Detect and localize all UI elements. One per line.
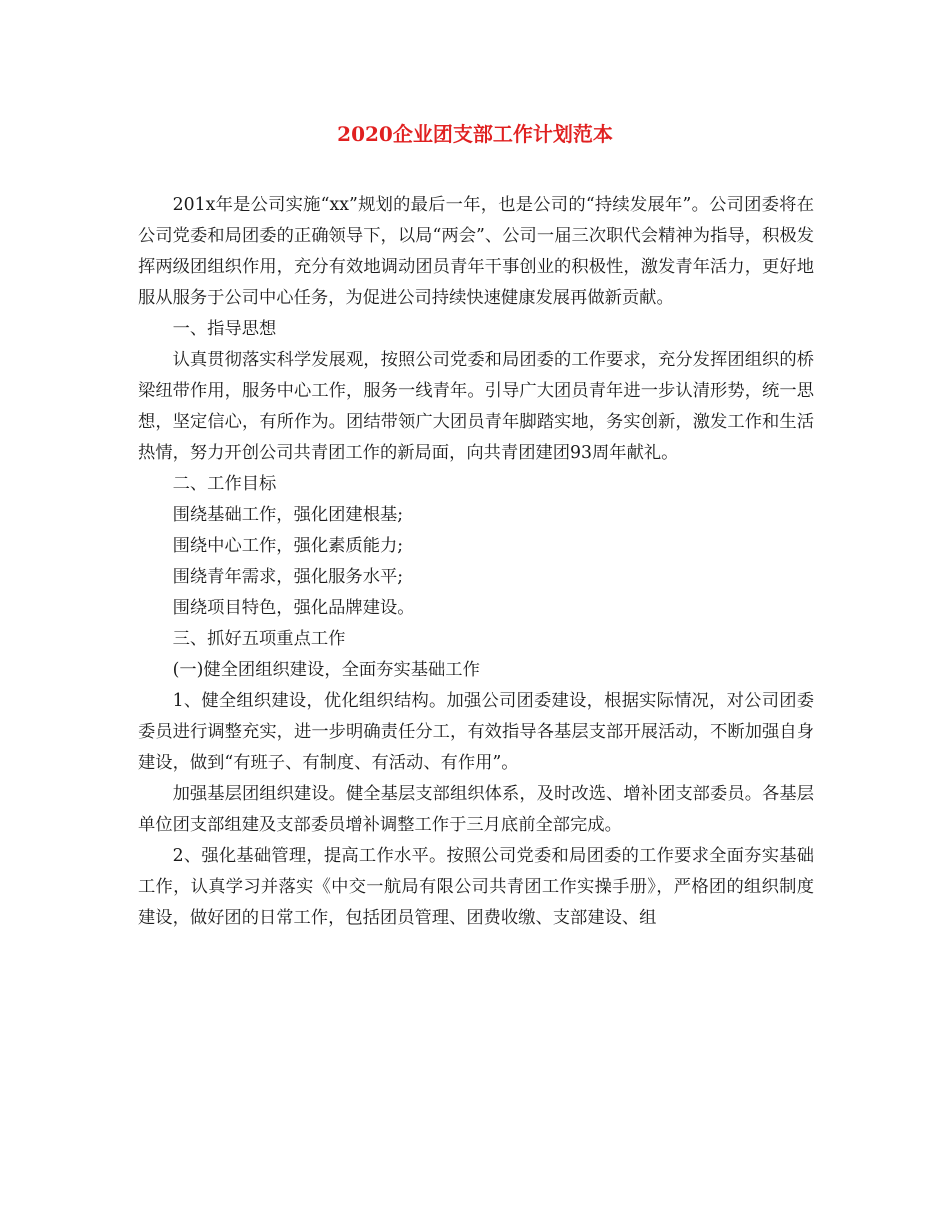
heading-key-tasks: 三、抓好五项重点工作 <box>172 629 346 649</box>
goal-item: 围绕青年需求，强化服务水平; <box>172 567 404 587</box>
document-title: 2020企业团支部工作计划范本 <box>337 122 613 146</box>
paragraph-guiding-ideology: 认真贯彻落实科学发展观，按照公司党委和局团委的工作要求，充分发挥团组织的桥梁纽带作用，服务中心工作，服务一线青年。引导广大团员青年进一步认清形势，统一思想，坚定信心，有所作为。团结带领广大团员青年脚踏实地，务实创新，激发工作和生活热情，努力开创公司共青团工作的新局面，向共青团建团93周年献礼。 <box>138 350 814 463</box>
paragraph-intro: 201x年是公司实施“xx”规划的最后一年，也是公司的“持续发展年”。公司团委将在公司党委和局团委的正确领导下，以局“两会”、公司一届三次职代会精神为指导，积极发挥两级团组织作用，充分有效地调动团员青年干事创业的积极性，激发青年活力，更好地服从服务于公司中心任务，为促进公司持续快速健康发展再做新贡献。 <box>138 195 814 308</box>
paragraph-item-1: 1、健全组织建设，优化组织结构。加强公司团委建设，根据实际情况，对公司团委委员进行调整充实，进一步明确责任分工，有效指导各基层支部开展活动，不断加强自身建设，做到“有班子、有制度、有活动、有作用”。 <box>138 691 814 773</box>
goal-item: 围绕基础工作，强化团建根基; <box>172 505 404 525</box>
heading-guiding-ideology: 一、指导思想 <box>172 319 277 339</box>
goal-item: 围绕中心工作，强化素质能力; <box>172 536 404 556</box>
paragraph-item-2: 2、强化基础管理，提高工作水平。按照公司党委和局团委的工作要求全面夯实基础工作，认真学习并落实《中交一航局有限公司共青团工作实操手册》，严格团的组织制度建设，做好团的日常工作，包括团员管理、团费收缴、支部建设、组 <box>138 846 814 928</box>
document-body <box>138 190 814 934</box>
heading-work-goals: 二、工作目标 <box>172 474 277 494</box>
paragraph-grassroots: 加强基层团组织建设。健全基层支部组织体系，及时改选、增补团支部委员。各基层单位团支部组建及支部委员增补调整工作于三月底前全部完成。 <box>138 784 814 835</box>
goal-item: 围绕项目特色，强化品牌建设。 <box>172 598 415 618</box>
subheading-organization: (一)健全团组织建设，全面夯实基础工作 <box>172 660 480 680</box>
